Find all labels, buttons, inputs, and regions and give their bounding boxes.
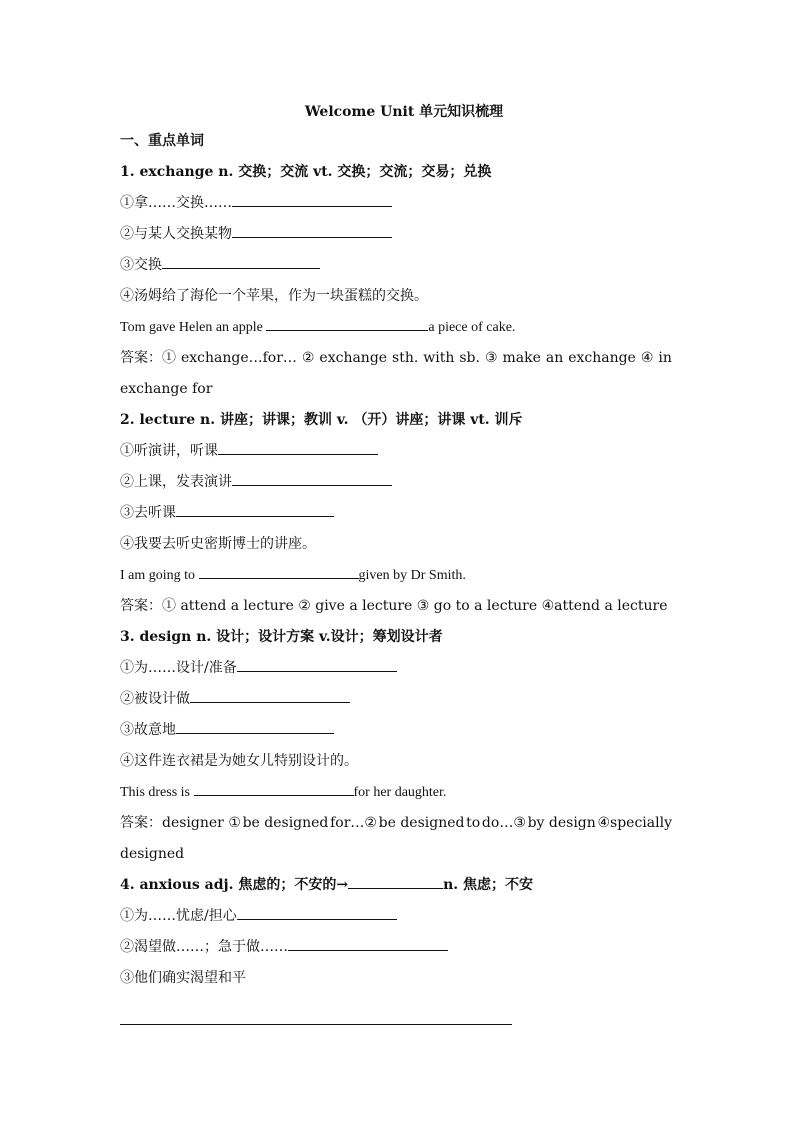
- answer-blank[interactable]: [237, 653, 397, 672]
- word-heading-design: 3. design n. 设计；设计方案 v.设计；筹划设计者: [120, 629, 443, 645]
- question-line: ④这件连衣裙是为她女儿特别设计的。: [120, 753, 358, 769]
- answer-blank[interactable]: [162, 250, 320, 269]
- question-text: ①听演讲，听课: [120, 443, 218, 459]
- question-line: [120, 901, 680, 932]
- answer-token: ④: [640, 350, 654, 366]
- question-text: ②上课，发表演讲: [120, 474, 232, 490]
- answer-token: ③: [484, 350, 498, 366]
- answer-line: 答案：① attend a lecture ② give a lecture ③ go to a lecture ④attend a lecture: [120, 598, 668, 614]
- answer-blank[interactable]: [190, 684, 350, 703]
- answer-blank[interactable]: [232, 467, 392, 486]
- question-line: ④汤姆给了海伦一个苹果，作为一块蛋糕的交换。: [120, 288, 428, 304]
- answer-token: do…③: [481, 815, 526, 831]
- answer-token: exchange: [319, 350, 388, 366]
- word-heading-lecture: 2. lecture n. 讲座；讲课；教训 v. （开）讲座；讲课 vt. 训斥: [120, 412, 523, 428]
- answer-blank-long[interactable]: [120, 1024, 512, 1025]
- question-line: [120, 250, 680, 281]
- answer-line: designed: [120, 846, 185, 862]
- answer-blank[interactable]: [232, 219, 392, 238]
- page-title: Welcome Unit 单元知识梳理: [304, 104, 504, 120]
- section-heading: 一、重点单词: [120, 133, 204, 149]
- answer-blank[interactable]: [232, 188, 392, 207]
- word-heading-exchange: 1. exchange n. 交换；交流 vt. 交换；交流；交易；兑换: [120, 164, 492, 180]
- answer-token: in: [658, 350, 672, 366]
- answer-blank[interactable]: [237, 901, 397, 920]
- question-line: [120, 684, 680, 715]
- document-page: [120, 98, 680, 994]
- answer-token: ②: [301, 350, 315, 366]
- answer-token: sb.: [459, 350, 480, 366]
- sentence-text: This dress is: [120, 785, 194, 800]
- answer-blank[interactable]: [194, 777, 354, 796]
- question-text: ③去听课: [120, 505, 176, 521]
- answer-token: to: [466, 815, 481, 831]
- question-text: ③交换: [120, 257, 162, 273]
- sentence-text: given by Dr Smith.: [358, 568, 466, 583]
- question-line: [120, 932, 680, 963]
- question-line: [120, 188, 680, 219]
- question-text: ①拿……交换……: [120, 195, 232, 211]
- question-text: ②与某人交换某物: [120, 226, 232, 242]
- question-line: [120, 498, 680, 529]
- word-heading-anxious: [120, 870, 680, 901]
- question-line: [120, 219, 680, 250]
- question-text: ②被设计做: [120, 691, 190, 707]
- answer-line: [120, 343, 672, 374]
- question-line: [120, 436, 680, 467]
- sentence-line: [120, 312, 680, 343]
- sentence-line: [120, 777, 680, 808]
- answer-blank[interactable]: [288, 932, 448, 951]
- answer-token: be designed: [242, 815, 329, 831]
- question-line: ④我要去听史密斯博士的讲座。: [120, 536, 316, 552]
- answer-token: for…②: [330, 815, 377, 831]
- answer-blank[interactable]: [218, 436, 378, 455]
- heading-text: 4. anxious adj. 焦虑的；不安的→: [120, 877, 349, 893]
- answer-blank[interactable]: [176, 715, 334, 734]
- answer-token: 答案：designer ①: [120, 815, 241, 831]
- question-line: ③他们确实渴望和平: [120, 970, 246, 986]
- answer-token: 答案：①: [120, 350, 176, 366]
- answer-token: with: [423, 350, 455, 366]
- answer-token: exchange: [568, 350, 636, 366]
- answer-line: [120, 808, 672, 839]
- answer-token: be designed: [378, 815, 465, 831]
- answer-token: by design: [527, 815, 596, 831]
- sentence-text: Tom gave Helen an apple: [120, 320, 267, 335]
- sentence-text: for her daughter.: [353, 785, 447, 800]
- answer-line: exchange for: [120, 381, 213, 397]
- question-line: [120, 715, 680, 746]
- heading-text: n. 焦虑；不安: [443, 877, 534, 893]
- question-text: ②渴望做……；急于做……: [120, 939, 288, 955]
- answer-blank[interactable]: [348, 870, 443, 889]
- answer-token: ④specially: [597, 815, 672, 831]
- answer-blank[interactable]: [176, 498, 334, 517]
- question-text: ①为……设计/准备: [120, 660, 237, 676]
- question-line: [120, 467, 680, 498]
- sentence-text: I am going to: [120, 568, 199, 583]
- sentence-text: a piece of cake.: [428, 320, 516, 335]
- answer-blank[interactable]: [266, 312, 428, 331]
- answer-token: exchange…for…: [180, 350, 297, 366]
- question-line: [120, 653, 680, 684]
- question-text: ①为……忧虑/担心: [120, 908, 237, 924]
- answer-token: an: [545, 350, 564, 366]
- answer-token: make: [502, 350, 541, 366]
- sentence-line: [120, 560, 680, 591]
- answer-blank[interactable]: [199, 560, 359, 579]
- answer-token: sth.: [392, 350, 419, 366]
- question-text: ③故意地: [120, 722, 176, 738]
